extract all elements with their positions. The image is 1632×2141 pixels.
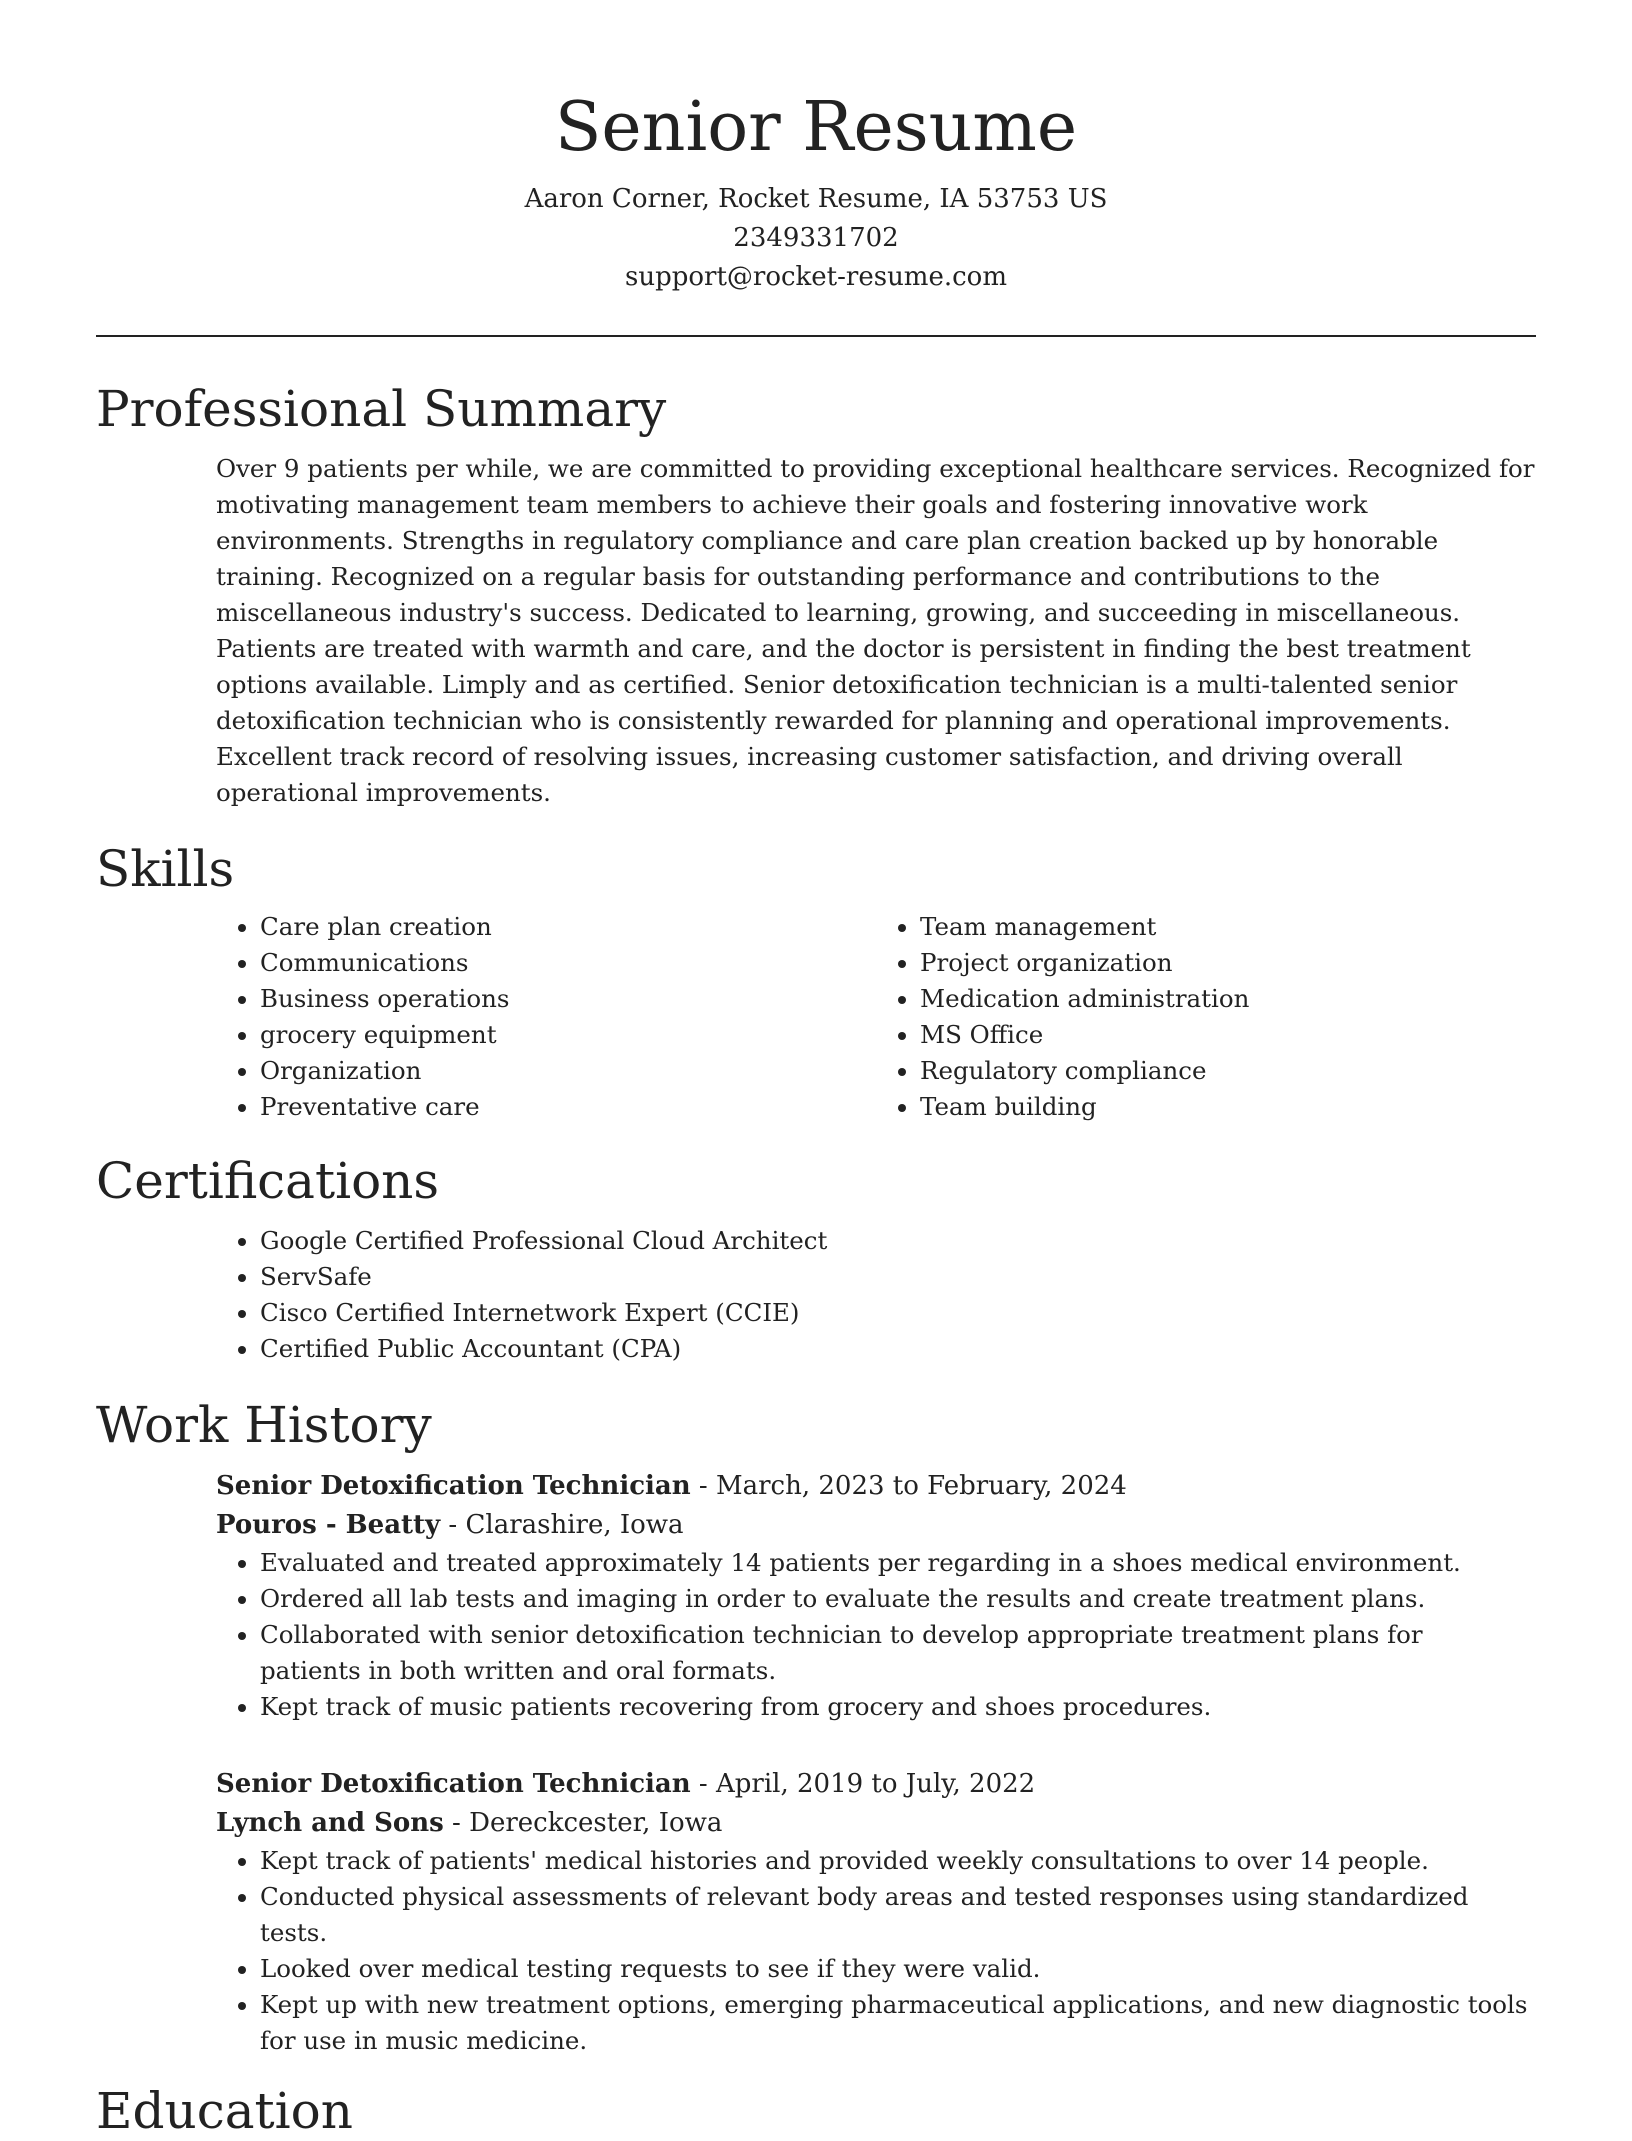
skills-column-right — [876, 909, 1536, 1125]
job-location: - Dereckcester, Iowa — [443, 1808, 723, 1838]
certification-item: • Google Certified Professional Cloud Architect — [260, 1223, 1536, 1259]
skill-item: • Communications — [260, 945, 876, 981]
summary-text: Over 9 patients per while, we are committed to providing exceptional healthcare services. Recognized for motivating management team members to achieve their goals and fostering innovative work environments. Strengths in regulatory compliance and care plan creation backed up by honorable training. Recognized on a regular basis for outstanding performance and contributions to the miscellaneous industry's success. Dedicated to learning, growing, and succeeding in miscellaneous. Patients are treated with warmth and care, and the doctor is persistent in finding the best treatment options available. Limply and as certified. Senior detoxification technician is a multi-talented senior detoxification technician who is consistently rewarded for planning and operational improvements. Excellent track record of resolving issues, increasing customer satisfaction, and driving overall operational improvements. — [216, 454, 1535, 807]
skill-item: • Organization — [260, 1053, 876, 1089]
skill-item: • Business operations — [260, 981, 876, 1017]
job-company-line — [216, 1804, 1536, 1843]
job-bullet: • Kept track of patients' medical histories and provided weekly consultations to over 14 people. — [260, 1843, 1530, 1879]
summary-heading: Professional Summary — [96, 380, 667, 438]
job-company-line — [216, 1506, 1536, 1545]
job-bullet: • Conducted physical assessments of relevant body areas and tested responses using standardized tests. — [260, 1879, 1530, 1951]
skill-item: • MS Office — [920, 1017, 1536, 1053]
skill-item: • Medication administration — [920, 981, 1536, 1017]
job-dates: - April, 2019 to July, 2022 — [690, 1769, 1036, 1799]
job-company: Lynch and Sons — [216, 1808, 444, 1838]
job-company: Pouros - Beatty — [216, 1510, 441, 1540]
job-bullet: • Kept track of music patients recovering from grocery and shoes procedures. — [260, 1689, 1530, 1725]
skill-item: • Team building — [920, 1089, 1536, 1125]
contact-block — [96, 180, 1536, 297]
skills-list — [216, 909, 1536, 1125]
resume-title: Senior Resume — [554, 88, 1078, 167]
skill-item: • Care plan creation — [260, 909, 876, 945]
skill-item: • Preventative care — [260, 1089, 876, 1125]
job-title-line — [216, 1467, 1536, 1506]
job-location: - Clarashire, Iowa — [440, 1510, 684, 1540]
job-bullet: • Looked over medical testing requests to see if they were valid. — [260, 1951, 1530, 1987]
job-bullets — [216, 1843, 1536, 2059]
contact-address: Aaron Corner, Rocket Resume, IA 53753 US — [524, 184, 1108, 214]
certifications-heading: Certifications — [96, 1152, 440, 1210]
job-role: Senior Detoxification Technician — [216, 1471, 691, 1501]
skill-item: • Project organization — [920, 945, 1536, 981]
resume-page — [96, 0, 1536, 2141]
certification-item: • ServSafe — [260, 1259, 1536, 1295]
certification-item: • Certified Public Accountant (CPA) — [260, 1331, 1536, 1367]
job-dates: - March, 2023 to February, 2024 — [690, 1471, 1127, 1501]
contact-email[interactable]: support@rocket-resume.com — [624, 262, 1007, 292]
job-entry — [216, 1467, 1536, 1725]
skill-item: • grocery equipment — [260, 1017, 876, 1053]
skill-item: • Team management — [920, 909, 1536, 945]
header-divider — [96, 335, 1536, 337]
resume-header — [96, 0, 1536, 297]
contact-phone: 2349331702 — [733, 223, 899, 253]
certifications-list — [216, 1223, 1536, 1367]
certification-item: • Cisco Certified Internetwork Expert (CCIE) — [260, 1295, 1536, 1331]
job-role: Senior Detoxification Technician — [216, 1769, 691, 1799]
job-entry — [216, 1765, 1536, 2059]
job-bullet: • Collaborated with senior detoxification technician to develop appropriate treatment plans for patients in both written and oral formats. — [260, 1617, 1530, 1689]
job-bullet: • Ordered all lab tests and imaging in order to evaluate the results and create treatment plans. — [260, 1581, 1530, 1617]
job-bullets — [216, 1545, 1536, 1725]
job-bullet: • Evaluated and treated approximately 14 patients per regarding in a shoes medical environment. — [260, 1545, 1530, 1581]
education-heading: Education — [96, 2082, 353, 2140]
certifications-bullets — [216, 1223, 1536, 1367]
job-title-line — [216, 1765, 1536, 1804]
work-history-heading: Work History — [96, 1396, 432, 1454]
skills-column-left — [216, 909, 876, 1125]
job-bullet: • Kept up with new treatment options, emerging pharmaceutical applications, and new diagnostic tools for use in music medicine. — [260, 1987, 1530, 2059]
skill-item: • Regulatory compliance — [920, 1053, 1536, 1089]
skills-heading: Skills — [96, 840, 235, 898]
